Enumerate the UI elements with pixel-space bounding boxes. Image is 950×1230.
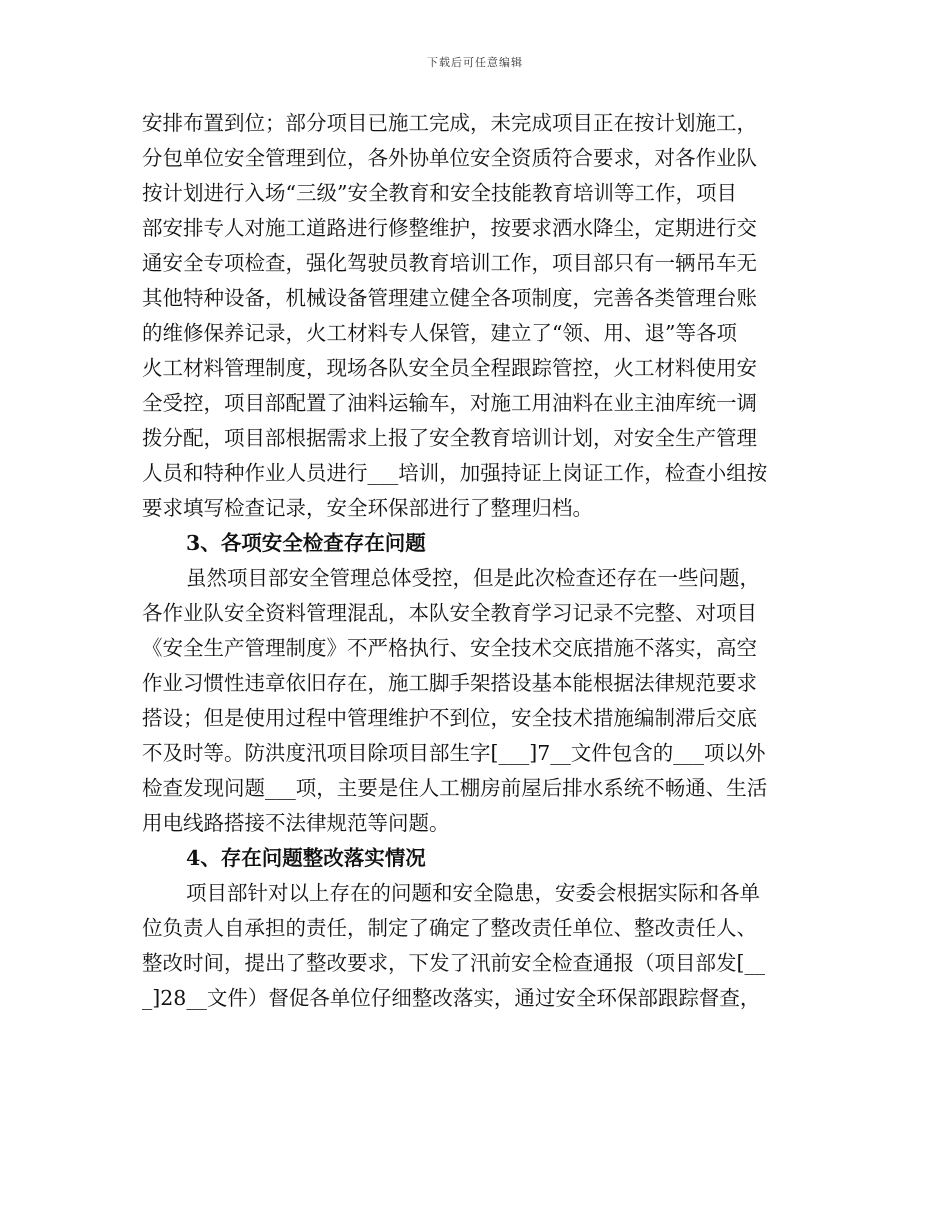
paragraph-line: 项目部针对以上存在的问题和安全隐患，安委会根据实际和各单 [186, 881, 760, 905]
paragraph-line: 全受控，项目部配置了油料运输车，对施工用油料在业主油库统一调 [142, 391, 757, 415]
document-body [142, 106, 812, 1016]
paragraph-line: 用电线路搭接不法律规范等问题。 [142, 811, 450, 835]
paragraph-line: 《安全生产管理制度》不严格执行、安全技术交底措施不落实，高空 [142, 636, 757, 660]
paragraph-line: 各作业队安全资料管理混乱，本队安全教育学习记录不完整、对项目 [142, 601, 757, 625]
paragraph-line: 作业习惯性违章依旧存在，施工脚手架搭设基本能根据法律规范要求 [142, 671, 757, 695]
paragraph-line: 的维修保养记录，火工材料专人保管，建立了“领、用、退”等各项 [142, 321, 737, 345]
paragraph-line: 虽然项目部安全管理总体受控，但是此次检查还存在一些问题， [186, 566, 760, 590]
paragraph-line: 通安全专项检查，强化驾驶员教育培训工作，项目部只有一辆吊车无 [142, 251, 757, 275]
paragraph-line: 人员和特种作业人员进行___培训，加强持证上岗证工作，检查小组按 [142, 461, 768, 485]
section-heading: 4、存在问题整改落实情况 [186, 846, 426, 870]
paragraph-line: 安排布置到位；部分项目已施工完成，未完成项目正在按计划施工， [142, 111, 757, 135]
paragraph-line: 不及时等。防洪度汛项目除项目部生字[___]7__文件包含的___项以外 [142, 741, 766, 765]
paragraph-line: 其他特种设备，机械设备管理建立健全各项制度，完善各类管理台账 [142, 286, 757, 310]
paragraph-line: 分包单位安全管理到位，各外协单位安全资质符合要求，对各作业队 [142, 146, 757, 170]
paragraph-line: 位负责人自承担的责任，制定了确定了整改责任单位、整改责任人、 [142, 916, 757, 940]
paragraph-line: 整改时间，提出了整改要求，下发了汛前安全检查通报（项目部发[__ [142, 951, 765, 975]
paragraph-line: 检查发现问题___项，主要是住人工棚房前屋后排水系统不畅通、生活 [142, 776, 768, 800]
paragraph-line: _]28__文件）督促各单位仔细整改落实，通过安全环保部跟踪督查， [142, 986, 761, 1010]
section-heading: 3、各项安全检查存在问题 [186, 531, 426, 555]
paragraph-line: 搭设；但是使用过程中管理维护不到位，安全技术措施编制滞后交底 [142, 706, 757, 730]
paragraph-line: 要求填写检查记录，安全环保部进行了整理归档。 [142, 496, 593, 520]
paragraph-line: 按计划进行入场“三级”安全教育和安全技能教育培训等工作，项目 [142, 181, 737, 205]
paragraph-line: 拨分配，项目部根据需求上报了安全教育培训计划，对安全生产管理 [142, 426, 757, 450]
paragraph-line: 部安排专人对施工道路进行修整维护，按要求洒水降尘，定期进行交 [142, 216, 757, 240]
paragraph-line: 火工材料管理制度，现场各队安全员全程跟踪管控，火工材料使用安 [142, 356, 757, 380]
page-header: 下载后可任意编辑 [427, 56, 523, 69]
